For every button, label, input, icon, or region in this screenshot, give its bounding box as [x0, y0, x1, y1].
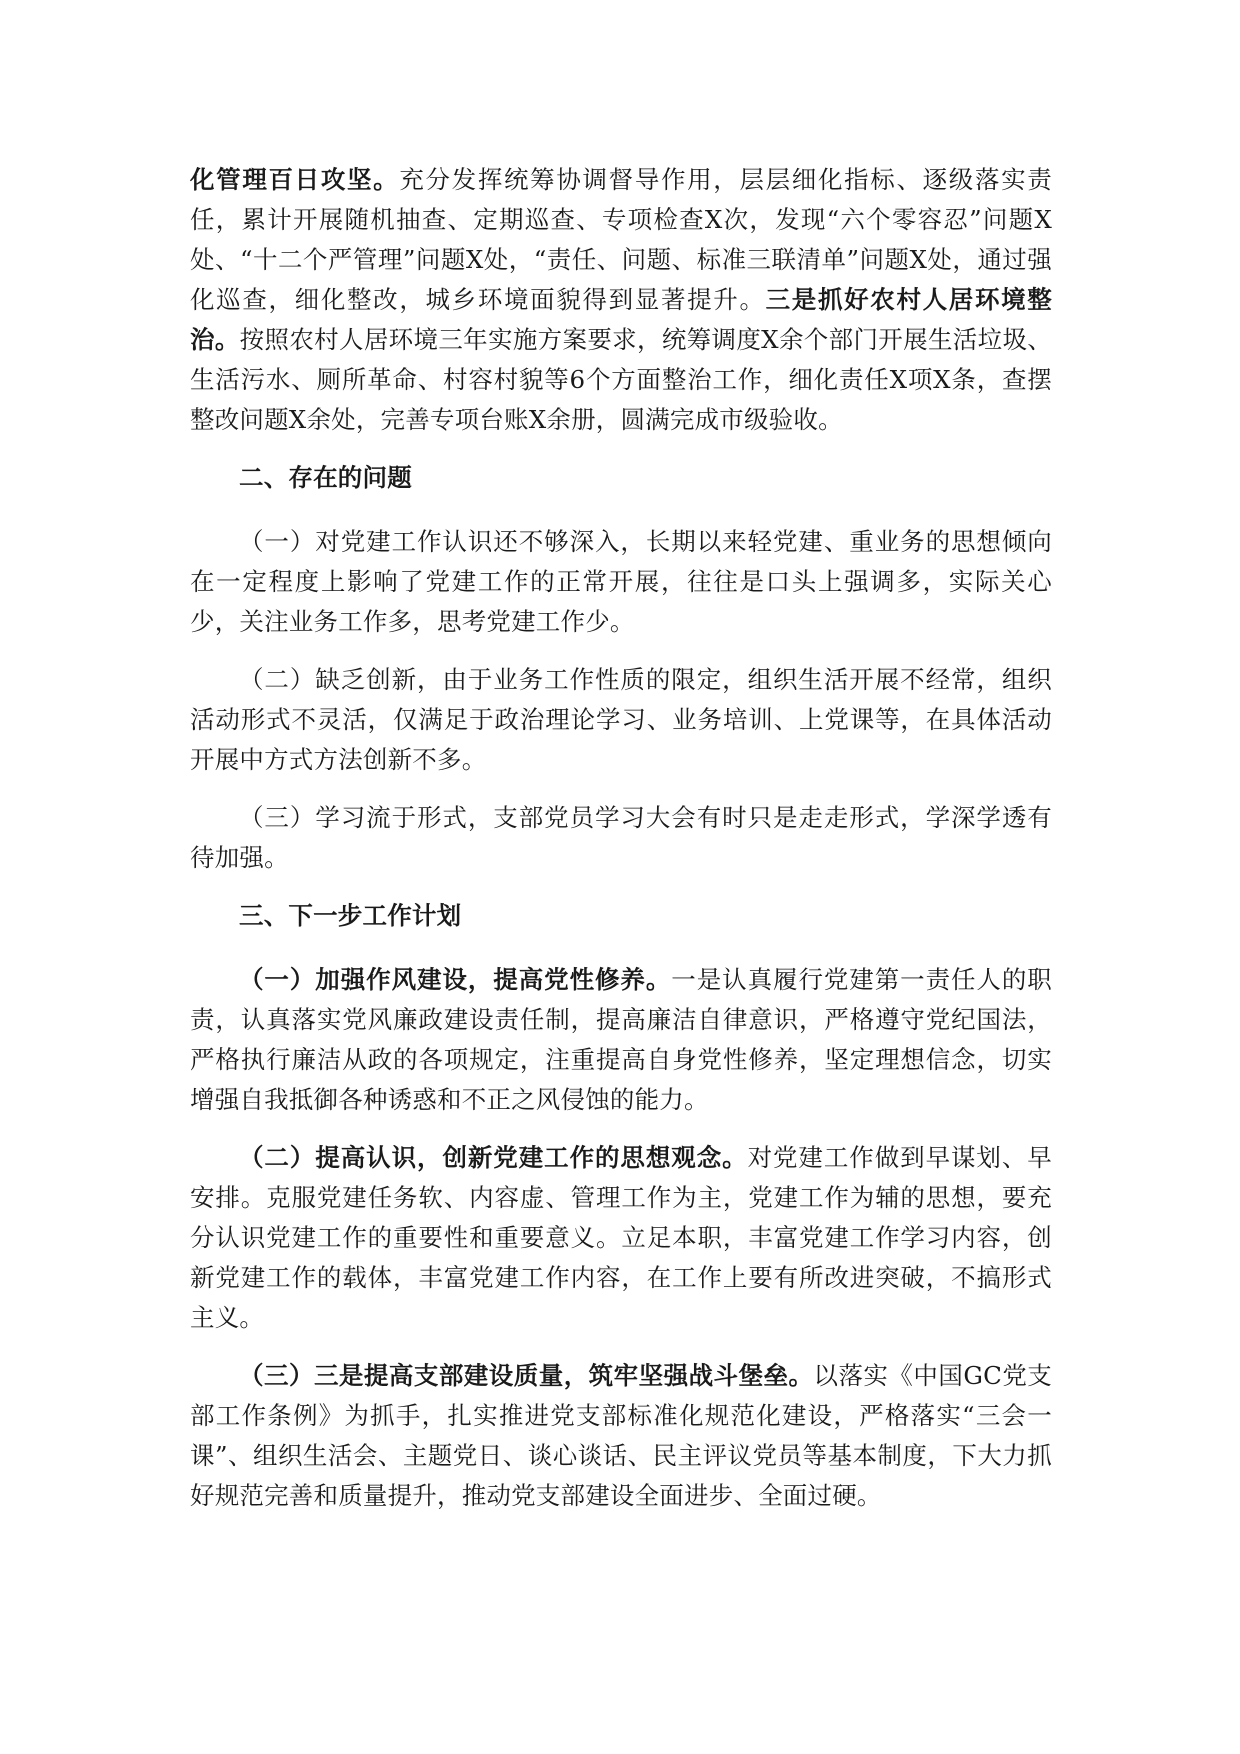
plan-prefix: （三）	[239, 1361, 314, 1390]
plan-bold-title: 提高认识，创新党建工作的思想观念。	[315, 1143, 748, 1172]
plan-prefix: （一）	[239, 965, 316, 994]
plan-text: 以落实《中国GC党支部工作条例》为抓手，扎实推进党支部标准化规范化建设，严格落实“三会一课”、组织生活会、主题党日、谈心谈话、民主评议党员等基本制度，下大力抓好规范完善和质量提升，推动党支部建设全面进步、全面过硬。	[190, 1361, 1052, 1510]
plan-text: 对党建工作做到早谋划、早安排。克服党建任务软、内容虚、管理工作为主，党建工作为辅的思想，要充分认识党建工作的重要性和重要意义。立足本职，丰富党建工作学习内容，创新党建工作的载体，丰富党建工作内容，在工作上要有所改进突破，不搞形式主义。	[190, 1143, 1052, 1332]
paragraph-text: 按照农村人居环境三年实施方案要求，统筹调度X余个部门开展生活垃圾、生活污水、厕所革命、村容村貌等6个方面整治工作，细化责任X项X条，查摆整改问题X余处，完善专项台账X余册，圆满完成市级验收。	[190, 325, 1052, 434]
plan-text: 一是认真履行党建第一责任人的职责，认真落实党风廉政建设责任制，提高廉洁自律意识，严格遵守党纪国法，严格执行廉洁从政的各项规定，注重提高自身党性修养，坚定理想信念，切实增强自我抵御各种诱惑和不正之风侵蚀的能力。	[190, 965, 1052, 1114]
plan-item-2	[190, 1138, 1052, 1338]
paragraph-environment-management	[190, 160, 1052, 440]
problem-item-1: （一）对党建工作认识还不够深入，长期以来轻党建、重业务的思想倾向在一定程度上影响了党建工作的正常开展，往往是口头上强调多，实际关心少，关注业务工作多，思考党建工作少。	[190, 527, 1052, 636]
section-heading-next-plan: 三、下一步工作计划	[239, 901, 462, 930]
problem-item-2: （二）缺乏创新，由于业务工作性质的限定，组织生活开展不经常，组织活动形式不灵活，仅满足于政治理论学习、业务培训、上党课等，在具体活动开展中方式方法创新不多。	[190, 665, 1052, 774]
bold-lead-phrase: 化管理百日攻坚。	[190, 165, 400, 194]
problem-item-3: （三）学习流于形式，支部党员学习大会有时只是走走形式，学深学透有待加强。	[190, 803, 1052, 872]
plan-bold-title: 加强作风建设，提高党性修养。	[315, 965, 672, 994]
paragraph-text: 充分发挥统筹协调督导作用，层层细化指标、逐级落实责任，累计开展随机抽查、定期巡查、专项检查X次，发现“六个零容忍”问题X处、“十二个严管理”问题X处，“责任、问题、标准三联清单”问题X处，通过强化巡查，细化整改，城乡环境面貌得到显著提升。	[190, 165, 1052, 314]
plan-bold-title: 三是提高支部建设质量，筑牢坚强战斗堡垒。	[313, 1361, 814, 1390]
document-body	[190, 160, 1052, 1534]
plan-item-3	[190, 1356, 1052, 1516]
plan-item-1	[190, 960, 1052, 1120]
plan-prefix: （二）	[239, 1143, 316, 1172]
bold-inline-phrase: 三是抓好农村人居环境整治。	[190, 285, 1052, 354]
section-heading-problems: 二、存在的问题	[239, 463, 412, 492]
